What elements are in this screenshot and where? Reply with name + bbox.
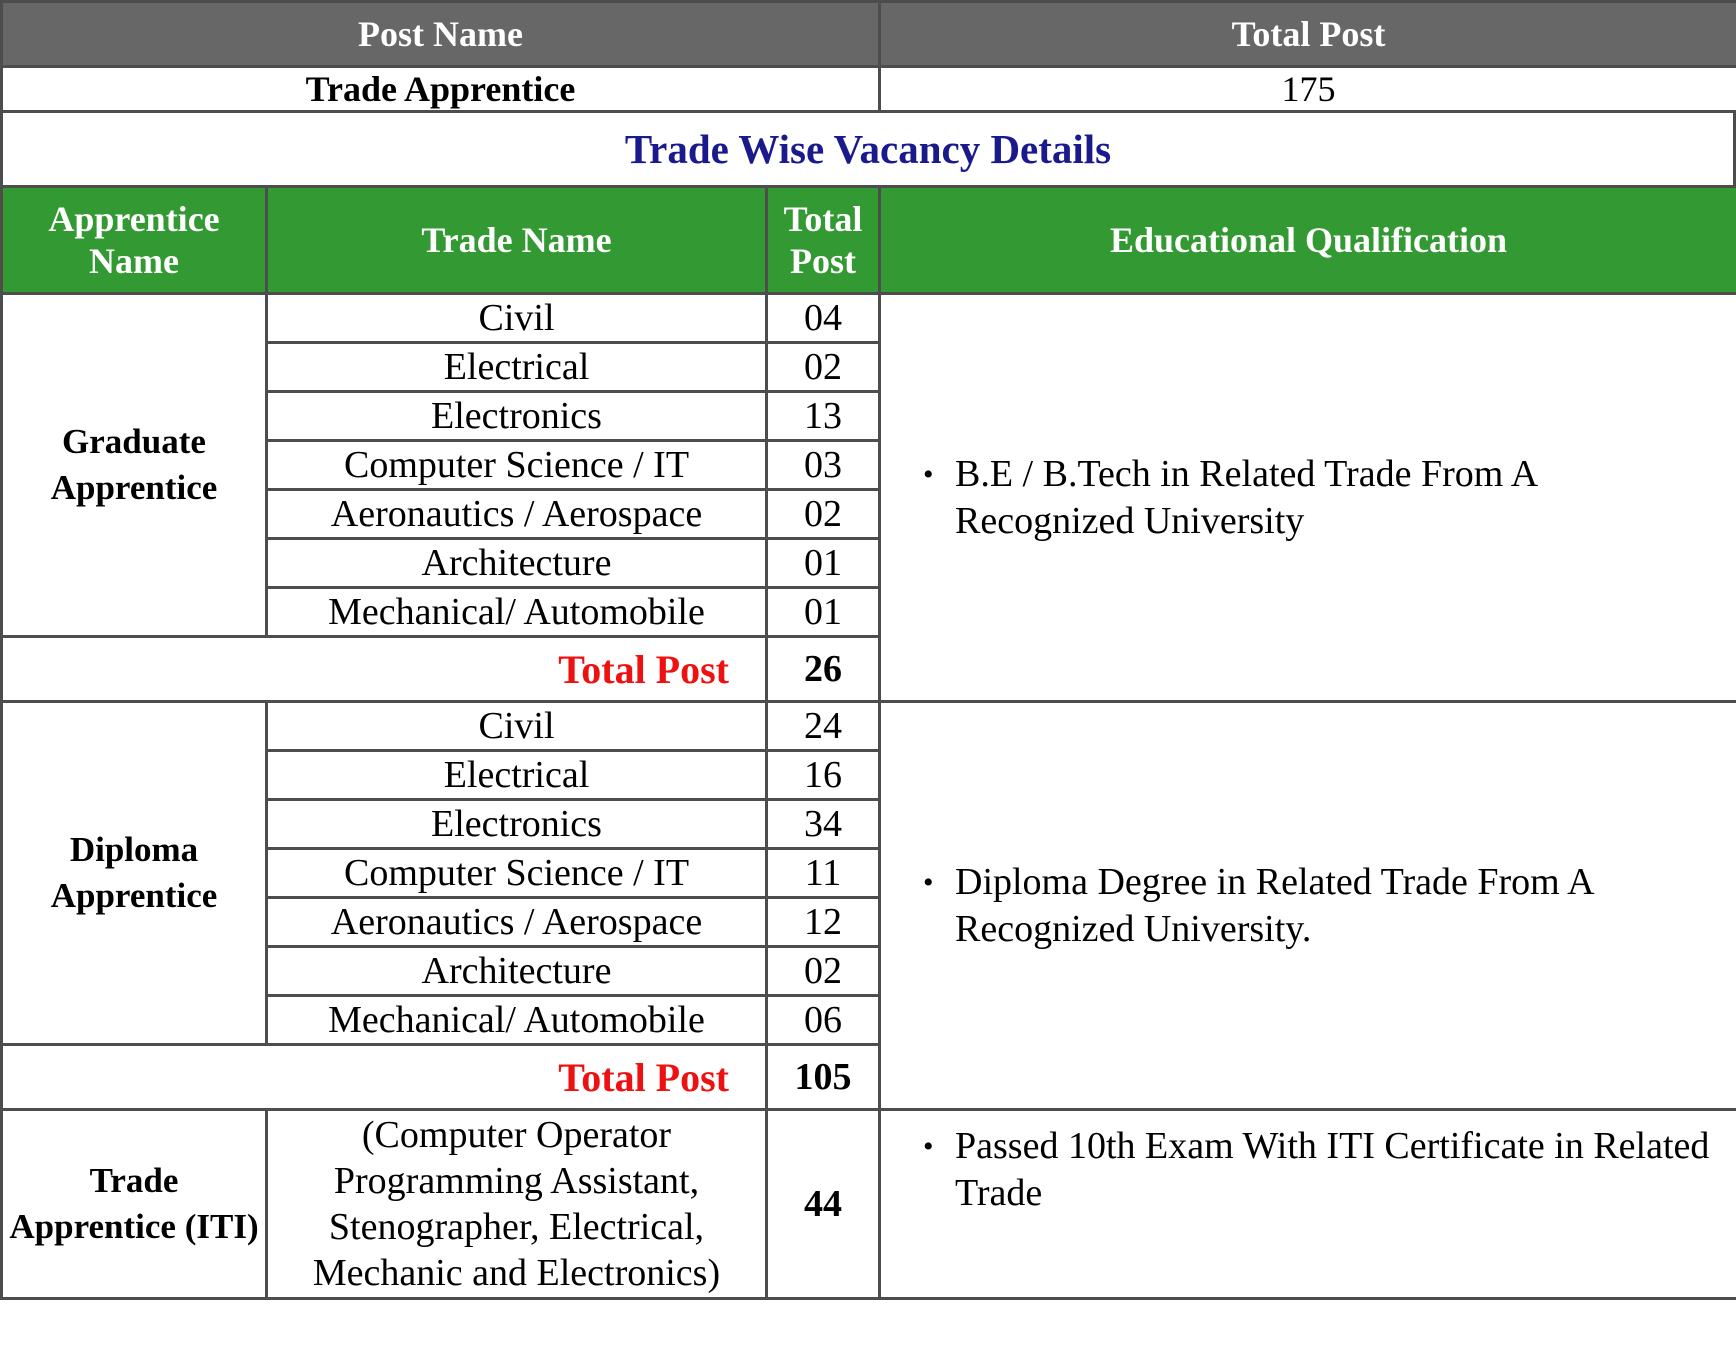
trade-name-cell: Electrical — [267, 343, 767, 392]
qualification-text: B.E / B.Tech in Related Trade From A Recognized University — [955, 452, 1537, 542]
apprentice-name-diploma: Diploma Apprentice — [2, 702, 267, 1045]
qualification-item — [923, 1123, 1716, 1217]
post-name-cell: Trade Apprentice — [2, 67, 880, 112]
total-post-header: Total Post — [880, 2, 1736, 67]
vacancy-detail-table — [0, 185, 1736, 1300]
summary-header-row — [2, 2, 1736, 67]
section-title: Trade Wise Vacancy Details — [0, 113, 1736, 185]
trade-name-cell: Computer Science / IT — [267, 441, 767, 490]
trade-name-cell: Aeronautics / Aerospace — [267, 898, 767, 947]
apprentice-name-iti: Trade Apprentice (ITI) — [2, 1110, 267, 1299]
trade-post-cell: 44 — [767, 1110, 880, 1299]
trade-post-cell: 12 — [767, 898, 880, 947]
bullet-icon: • — [923, 1130, 934, 1163]
trade-post-cell: 01 — [767, 539, 880, 588]
trade-name-cell: Architecture — [267, 947, 767, 996]
detail-header-row — [2, 187, 1736, 294]
trade-name-cell: Aeronautics / Aerospace — [267, 490, 767, 539]
trade-post-cell: 16 — [767, 751, 880, 800]
trade-post-cell: 13 — [767, 392, 880, 441]
table-row-iti — [2, 1110, 1736, 1299]
trade-post-cell: 06 — [767, 996, 880, 1045]
trade-post-cell: 02 — [767, 490, 880, 539]
trade-post-cell: 02 — [767, 947, 880, 996]
trade-name-cell: (Computer Operator Programming Assistant, Stenographer, Electrical, Mechanic and Electronics) — [267, 1110, 767, 1299]
qualification-text: Passed 10th Exam With ITI Certificate in Related Trade — [955, 1125, 1710, 1214]
trade-post-cell: 02 — [767, 343, 880, 392]
apprentice-name-header: Apprentice Name — [2, 187, 267, 294]
trade-name-cell: Computer Science / IT — [267, 849, 767, 898]
total-post-value: 26 — [767, 637, 880, 702]
trade-name-cell: Mechanical/ Automobile — [267, 588, 767, 637]
trade-name-header: Trade Name — [267, 187, 767, 294]
bullet-icon: • — [923, 457, 934, 491]
qualification-graduate — [880, 294, 1736, 702]
trade-post-cell: 01 — [767, 588, 880, 637]
total-post-label: Total Post — [2, 1045, 767, 1110]
total-post-header: Total Post — [767, 187, 880, 294]
trade-name-cell: Civil — [267, 702, 767, 751]
qualification-item — [923, 451, 1716, 545]
trade-post-cell: 03 — [767, 441, 880, 490]
apprentice-name-graduate: Graduate Apprentice — [2, 294, 267, 637]
trade-name-cell: Architecture — [267, 539, 767, 588]
table-row — [2, 294, 1736, 343]
trade-post-cell: 24 — [767, 702, 880, 751]
post-name-header: Post Name — [2, 2, 880, 67]
trade-post-cell: 04 — [767, 294, 880, 343]
qualification-item — [923, 859, 1716, 953]
trade-name-cell: Electronics — [267, 392, 767, 441]
trade-name-cell: Electrical — [267, 751, 767, 800]
bullet-icon: • — [923, 865, 934, 899]
qualification-text: Diploma Degree in Related Trade From A Recognized University. — [955, 860, 1593, 950]
table-row — [2, 702, 1736, 751]
trade-post-cell: 11 — [767, 849, 880, 898]
trade-name-cell: Mechanical/ Automobile — [267, 996, 767, 1045]
trade-name-cell: Electronics — [267, 800, 767, 849]
qualification-iti — [880, 1110, 1736, 1299]
trade-post-cell: 34 — [767, 800, 880, 849]
summary-table — [0, 0, 1736, 113]
summary-row — [2, 67, 1736, 112]
total-post-value: 105 — [767, 1045, 880, 1110]
total-post-cell: 175 — [880, 67, 1736, 112]
total-post-label: Total Post — [2, 637, 767, 702]
qualification-diploma — [880, 702, 1736, 1110]
qualification-header: Educational Qualification — [880, 187, 1736, 294]
trade-name-cell: Civil — [267, 294, 767, 343]
